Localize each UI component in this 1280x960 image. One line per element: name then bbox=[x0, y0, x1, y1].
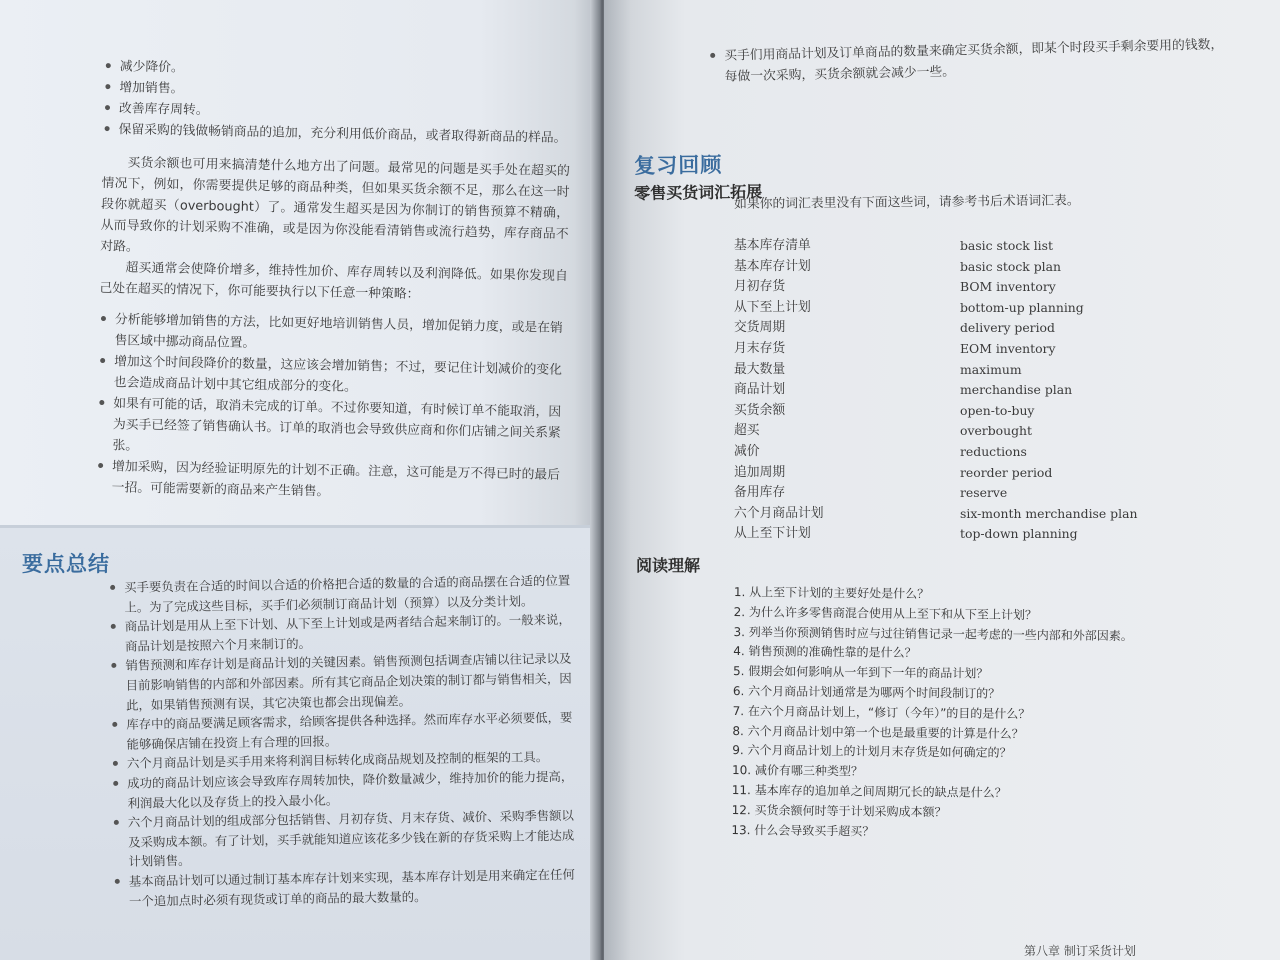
vocab-row bbox=[734, 483, 1154, 504]
list-item: 改善库存周转。 bbox=[103, 98, 571, 128]
vocab-term-en: overbought bbox=[960, 423, 1032, 439]
left-page bbox=[0, 0, 598, 960]
question-item: 9. 六个月商品计划上的计划月末存货是如何确定的？ bbox=[732, 743, 1012, 761]
vocab-term-zh: 备用库存 bbox=[734, 485, 786, 501]
vocab-term-zh: 基本库存清单 bbox=[734, 238, 811, 253]
reading-title: 阅读理解 bbox=[636, 556, 701, 575]
vocab-term-en: reorder period bbox=[960, 464, 1053, 480]
list-item: 商品计划是用从上至下计划、从下至上计划或是两者结合起来制订的。一般来说，商品计划是按照六个月来制订的。 bbox=[109, 610, 576, 657]
strategy-bullet-list bbox=[96, 309, 568, 507]
vocab-row bbox=[734, 298, 1154, 319]
review-title: 复习回顾 bbox=[634, 152, 723, 178]
vocab-row bbox=[734, 318, 1154, 339]
right-top-bullet-list bbox=[708, 34, 1229, 88]
vocab-term-en: top-down planning bbox=[960, 526, 1078, 542]
vocab-term-en: delivery period bbox=[960, 320, 1055, 336]
vocab-term-en: open-to-buy bbox=[960, 402, 1035, 418]
summary-section bbox=[0, 525, 598, 960]
vocab-term-zh: 月初存货 bbox=[734, 279, 786, 295]
list-item: 六个月商品计划的组成部分包括销售、月初存货、月末存货、减价、采购季售额以及采购成本额。有了计划，买手就能知道应该花多少钱在新的存货采购上才能达成计划销售。 bbox=[112, 806, 579, 872]
list-item: 基本商品计划可以通过制订基本库存计划来实现，基本库存计划是用来确定在任何一个追加点时必须有现货或订单的商品的最大数量的。 bbox=[113, 865, 580, 912]
vocab-intro: 如果你的词汇表里没有下面这些词，请参考书后术语词汇表。 bbox=[734, 193, 1080, 212]
vocab-row bbox=[734, 380, 1154, 401]
list-item: 六个月商品计划是买手用来将利润目标转化成商品规划及控制的框架的工具。 bbox=[111, 747, 577, 774]
summary-body bbox=[108, 571, 579, 911]
question-item: 5. 假期会如何影响从一年到下一年的商品计划？ bbox=[733, 664, 989, 681]
question-item: 13. 什么会导致买手超买？ bbox=[731, 822, 875, 839]
question-item: 10. 减价有哪三种类型？ bbox=[731, 763, 864, 779]
vocab-term-en: reductions bbox=[960, 443, 1027, 459]
vocab-term-en: basic stock list bbox=[960, 238, 1053, 253]
summary-bullet-list bbox=[108, 571, 579, 911]
vocab-term-zh: 从上至下计划 bbox=[734, 526, 811, 542]
question-item: 2. 为什么许多零售商混合使用从上至下和从下至上计划？ bbox=[733, 604, 1038, 622]
vocab-term-zh: 月末存货 bbox=[734, 340, 786, 356]
vocab-term-zh: 基本库存计划 bbox=[734, 258, 811, 274]
vocab-term-en: BOM inventory bbox=[960, 279, 1056, 295]
vocab-row bbox=[734, 421, 1154, 442]
summary-title: 要点总结 bbox=[22, 552, 110, 576]
vocab-table bbox=[734, 236, 1154, 545]
question-item: 6. 六个月商品计划通常是为哪两个时间段制订的？ bbox=[732, 683, 1001, 701]
vocab-row bbox=[734, 504, 1154, 525]
vocab-term-zh: 六个月商品计划 bbox=[734, 505, 824, 521]
list-item: 买手们用商品计划及订单商品的数量来确定买货余额，即某个时段买手剩余要用的钱数，每做一次采购，买货余额就会减少一些。 bbox=[708, 34, 1229, 88]
list-item: 增加这个时间段降价的数量，这应该会增加销售；不过，要记住计划减价的变化也会造成商品计划中其它组成部分的变化。 bbox=[98, 351, 567, 402]
vocab-term-en: six-month merchandise plan bbox=[960, 505, 1138, 521]
top-bullet-list bbox=[102, 56, 572, 149]
question-item: 3. 列举当你预测销售时应与过往销售记录一起考虑的一些内部和外部因素。 bbox=[733, 624, 1133, 643]
vocab-term-en: merchandise plan bbox=[960, 382, 1073, 398]
list-item: 成功的商品计划应该会导致库存周转加快，降价数量减少，维持加价的能力提高，利润最大化以及存货上的投入最小化。 bbox=[111, 767, 578, 814]
vocab-term-zh: 最大数量 bbox=[734, 361, 786, 377]
left-top-section bbox=[96, 56, 572, 507]
list-item: 如果有可能的话，取消未完成的订单。不过你要知道，有时候订单不能取消，因为买手已经签了销售确认书。订单的取消也会导致供应商和你们店铺之间关系紧张。 bbox=[96, 393, 565, 465]
vocab-term-zh: 买货余额 bbox=[734, 402, 786, 418]
vocab-row bbox=[734, 401, 1154, 422]
list-item: 库存中的商品要满足顾客需求，给顾客提供各种选择。然而库存水平必须要低，要能够确保店铺在投资上有合理的回报。 bbox=[110, 708, 577, 755]
list-item: 销售预测和库存计划是商品计划的关键因素。销售预测包括调查店铺以往记录以及目前影响销售的内部和外部因素。所有其它商品企划决策的制订都与销售相关，因此，如果销售预测有误，其它决策也都会出现偏差。 bbox=[109, 649, 576, 715]
vocab-term-zh: 从下至上计划 bbox=[734, 299, 811, 315]
vocab-term-en: bottom-up planning bbox=[960, 299, 1084, 315]
vocab-term-zh: 超买 bbox=[734, 423, 760, 439]
list-item: 减少降价。 bbox=[104, 56, 572, 86]
vocab-row bbox=[734, 339, 1154, 360]
right-top-section bbox=[708, 34, 1229, 88]
vocab-row bbox=[734, 442, 1154, 463]
question-list bbox=[731, 583, 1254, 846]
question-item: 8. 六个月商品计划中第一个也是最重要的计算是什么？ bbox=[732, 723, 1024, 741]
question-item: 11. 基本库存的追加单之间周期冗长的缺点是什么？ bbox=[731, 782, 1007, 800]
vocab-row bbox=[734, 360, 1154, 381]
vocab-term-en: maximum bbox=[960, 361, 1022, 377]
vocab-term-zh: 商品计划 bbox=[734, 382, 786, 398]
vocab-row bbox=[734, 257, 1154, 278]
right-page bbox=[604, 0, 1280, 960]
vocab-term-en: basic stock plan bbox=[960, 258, 1061, 274]
question-item: 4. 销售预测的准确性靠的是什么？ bbox=[733, 644, 917, 661]
vocab-title: 零售买货词汇拓展 bbox=[634, 182, 763, 203]
question-item: 7. 在六个月商品计划上，“修订（今年）”的目的是什么？ bbox=[732, 703, 1031, 721]
vocab-row bbox=[734, 236, 1154, 257]
question-item: 12. 买货余额何时等于计划采购成本额？ bbox=[731, 802, 947, 820]
vocab-row bbox=[734, 277, 1154, 298]
list-item: 买手要负责在合适的时间以合适的价格把合适的数量的合适的商品摆在合适的位置上。为了完成这些目标，买手们必须制订商品计划（预算）以及分类计划。 bbox=[108, 571, 575, 618]
paragraph-strategy-intro: 超买通常会使降价增多，维持性加价、库存周转以及利润降低。如果你发现自己处在超买的情况下，你可能要执行以下任意一种策略： bbox=[99, 260, 568, 303]
list-item: 保留采购的钱做畅销商品的追加，充分利用低价商品，或者取得新商品的样品。 bbox=[102, 119, 570, 149]
list-item: 增加销售。 bbox=[103, 77, 571, 107]
question-item: 1. 从上至下计划的主要好处是什么？ bbox=[733, 584, 930, 602]
vocab-term-zh: 追加周期 bbox=[734, 464, 786, 480]
vocab-row bbox=[734, 463, 1154, 484]
vocab-term-zh: 减价 bbox=[734, 443, 760, 459]
vocab-term-zh: 交货周期 bbox=[734, 320, 786, 336]
list-item: 增加采购，因为经验证明原先的计划不正确。注意，这可能是万不得已时的最后一招。可能需要新的商品来产生销售。 bbox=[96, 456, 565, 507]
questions-section bbox=[731, 583, 1254, 846]
list-item: 分析能够增加销售的方法，比如更好地培训销售人员，增加促销力度，或是在销售区域中挪动商品位置。 bbox=[98, 309, 567, 360]
paragraph-overbought: 买货余额也可用来搞清楚什么地方出了问题。最常见的问题是买手处在超买的情况下，例如，你需要提供足够的商品种类，但如果买货余额不足，那么在这一时段你就超买（overbought）了。通常发生超买是因为你制订的销售预算不精确，从而导致你的计划采购不准确，或是因为你没能看清销售或流行趋势，库存商品不对路。 bbox=[100, 155, 571, 255]
vocab-term-en: EOM inventory bbox=[960, 340, 1056, 356]
vocab-term-en: reserve bbox=[960, 485, 1008, 501]
page-footer: 第八章 制订采货计划 bbox=[1024, 944, 1136, 958]
vocab-row bbox=[734, 524, 1154, 545]
